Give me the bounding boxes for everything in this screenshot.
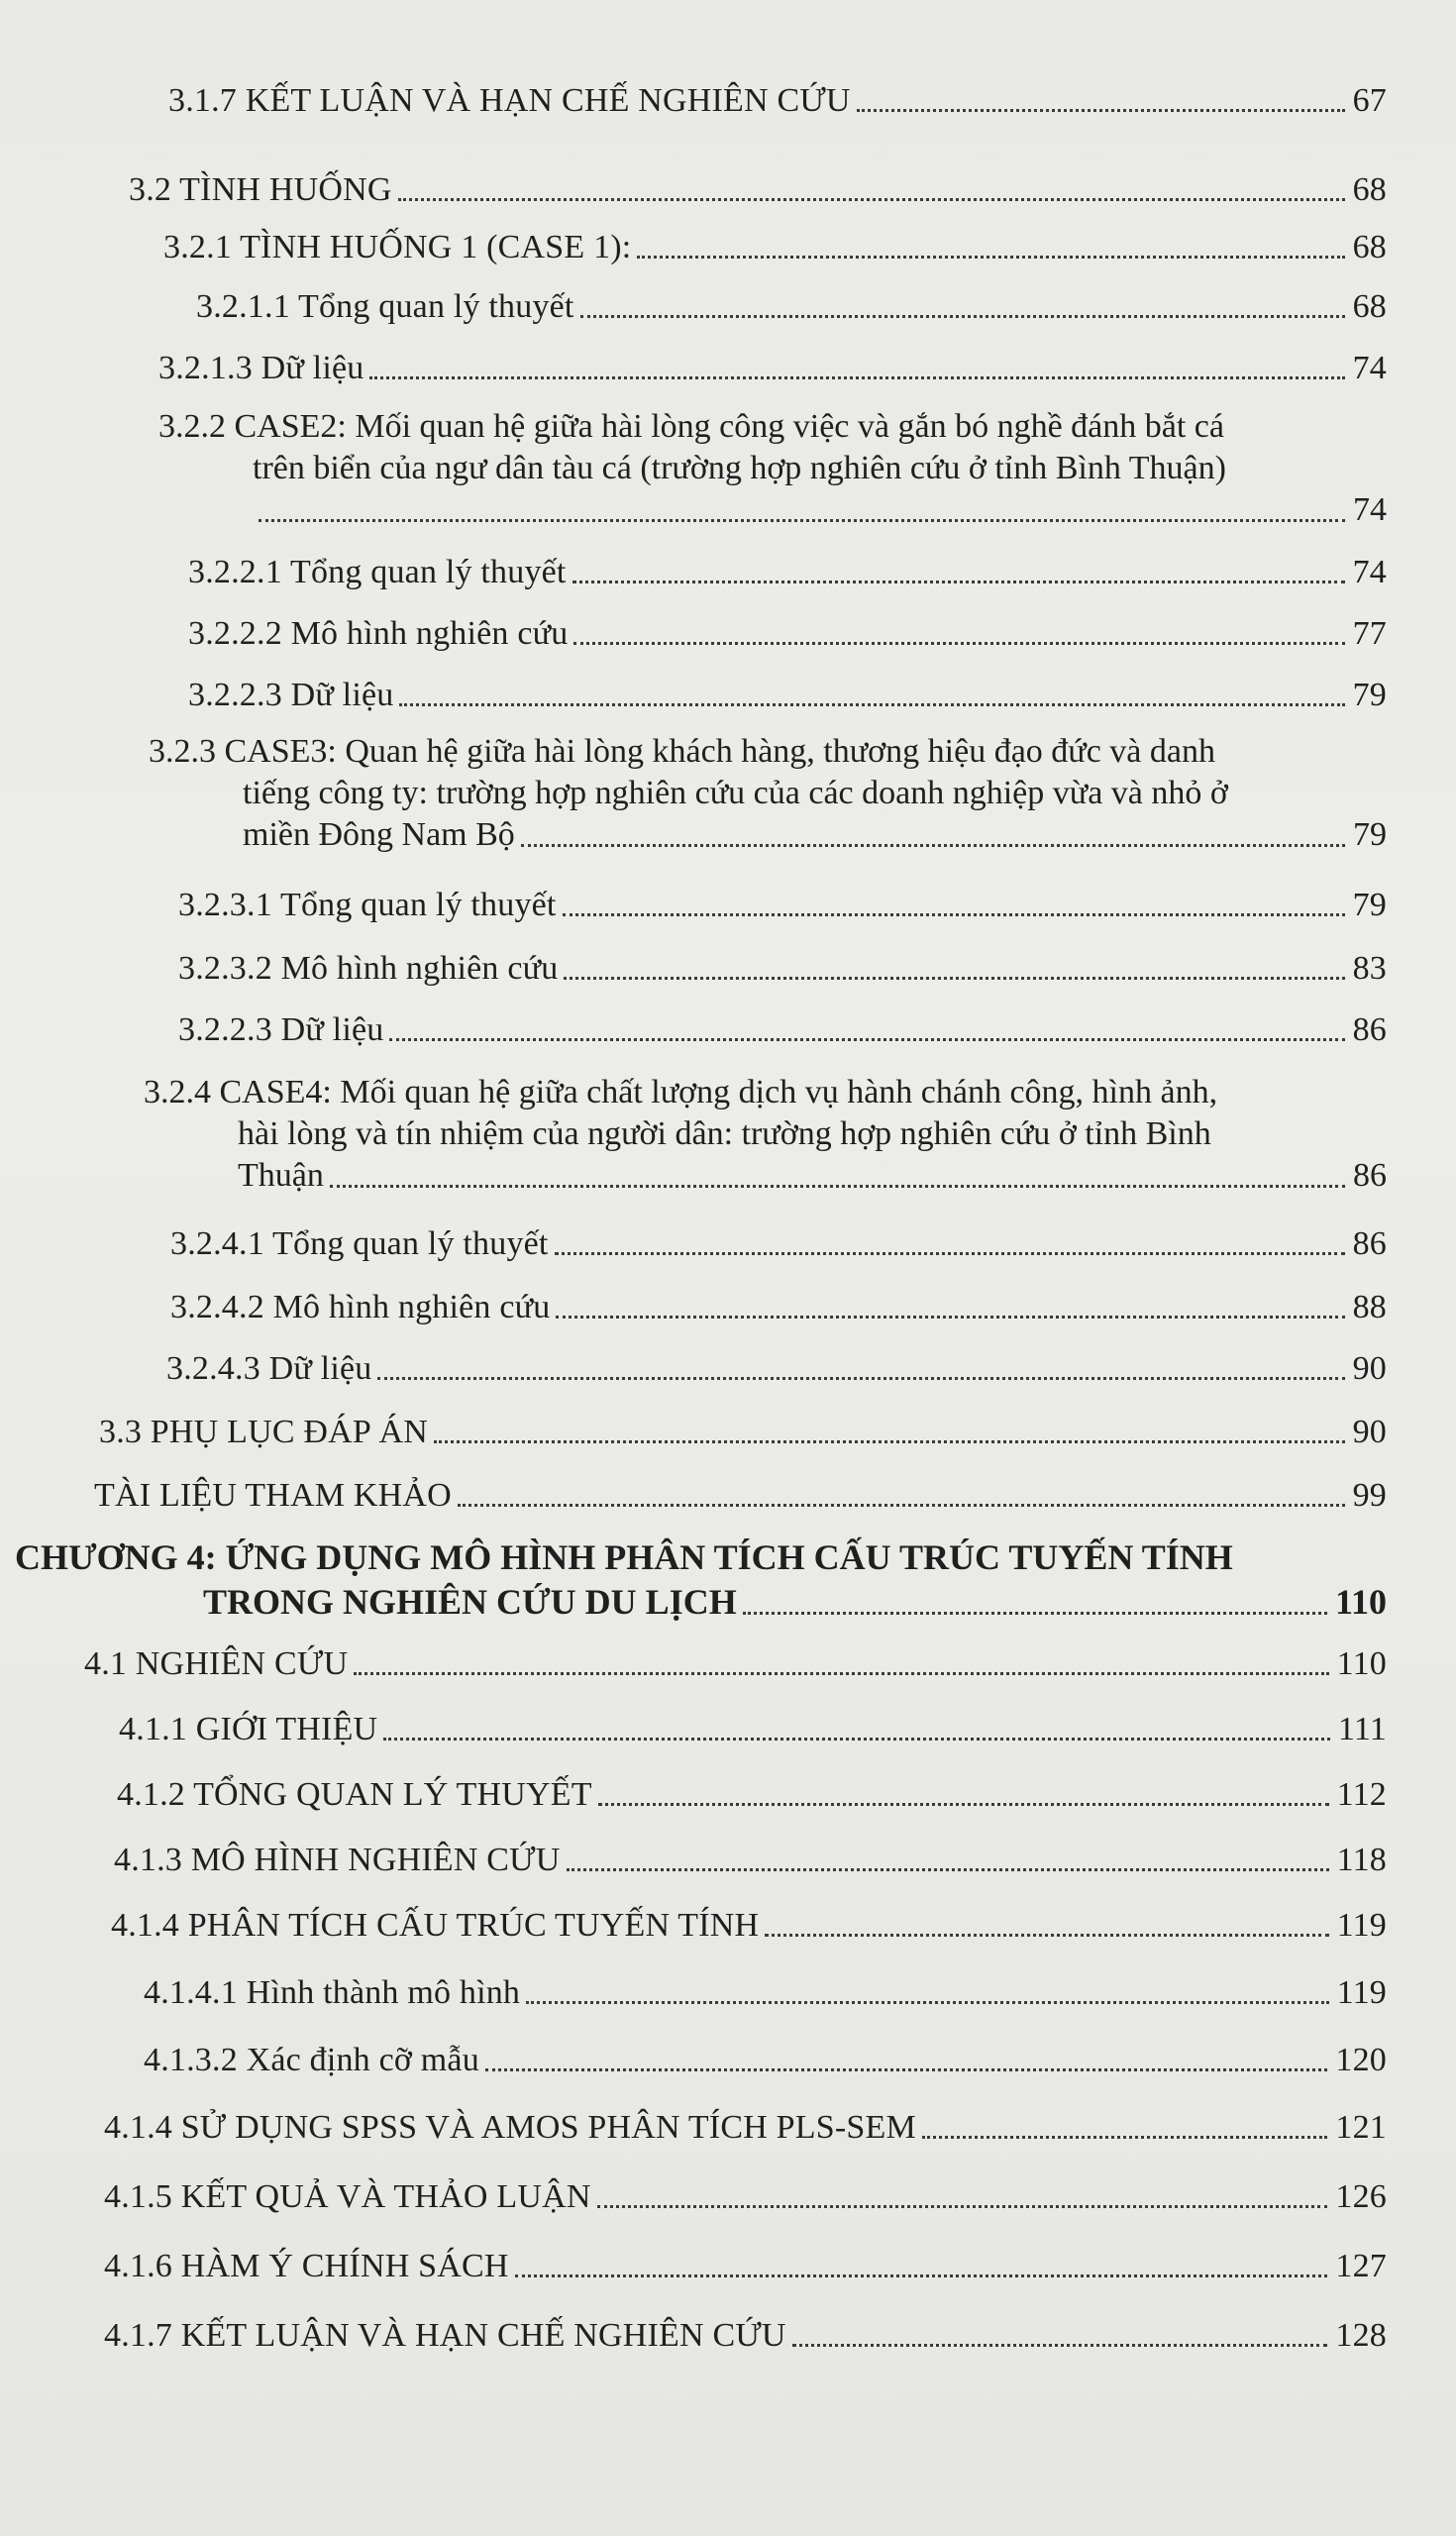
toc-entry-4-1-6	[104, 2247, 1387, 2286]
dot-leader	[389, 1038, 1344, 1041]
toc-entry-title: 3.2.2.3 Dữ liệu	[178, 1011, 384, 1048]
toc-entry-4-1-4	[111, 1906, 1387, 1946]
toc-entry-title: 3.2.4.1 Tổng quan lý thuyết	[170, 1225, 549, 1262]
dot-leader	[369, 376, 1344, 379]
toc-entry-title: 3.2.2.2 Mô hình nghiên cứu	[188, 615, 569, 652]
dot-leader	[259, 519, 1345, 522]
toc-entry-title: 3.2.3.1 Tổng quan lý thuyết	[178, 887, 557, 923]
toc-entry-page: 118	[1336, 1842, 1387, 1878]
toc-entry-page: 79	[1352, 677, 1387, 713]
toc-entry-page: 77	[1352, 615, 1387, 652]
toc-entry-3-2-1-1	[196, 287, 1387, 327]
toc-entry-4-1-3-2	[144, 2041, 1387, 2080]
toc-entry-title: 3.1.7 KẾT LUẬN VÀ HẠN CHẾ NGHIÊN CỨU	[168, 82, 851, 119]
dot-leader	[458, 1504, 1345, 1507]
toc-entry-page: 86	[1352, 1225, 1387, 1262]
toc-entry-title: 4.1.7 KẾT LUẬN VÀ HẠN CHẾ NGHIÊN CỨU	[104, 2317, 786, 2354]
toc-entry-line: CHƯƠNG 4: ỨNG DỤNG MÔ HÌNH PHÂN TÍCH CẤU TRÚC TUYẾN TÍNH	[15, 1537, 1233, 1577]
dot-leader	[765, 1934, 1328, 1937]
toc-entry-line: Thuận	[238, 1157, 324, 1195]
toc-entry-title: 3.2.3.2 Mô hình nghiên cứu	[178, 950, 559, 987]
dot-leader	[572, 581, 1345, 583]
dot-leader	[564, 977, 1344, 980]
toc-entry-line: trên biển của ngư dân tàu cá (trường hợp nghiên cứu ở tỉnh Bình Thuận)	[253, 450, 1226, 487]
toc-entry-3-2-4-3	[166, 1349, 1387, 1389]
toc-entry-page: 90	[1352, 1414, 1387, 1450]
dot-leader	[377, 1377, 1344, 1380]
toc-entry-3-2-2	[158, 406, 1387, 531]
toc-entry-page: 79	[1353, 816, 1387, 854]
toc-entry-line: 3.2.3 CASE3: Quan hệ giữa hài lòng khách hàng, thương hiệu đạo đức và danh	[149, 733, 1215, 770]
toc-entry-4-1-2	[117, 1775, 1387, 1815]
toc-entry-page: 120	[1335, 2042, 1387, 2078]
toc-entry-4-1-3	[114, 1841, 1387, 1880]
toc-entry-page: 90	[1352, 1350, 1387, 1387]
toc-entry-3-2-2-1	[188, 553, 1387, 592]
toc-entry-title: 4.1.6 HÀM Ý CHÍNH SÁCH	[104, 2248, 509, 2284]
toc-entry-page: 110	[1336, 1645, 1387, 1682]
toc-entry-4-1-1	[119, 1710, 1387, 1749]
toc-entry-references	[94, 1476, 1387, 1516]
dot-leader	[515, 2274, 1328, 2277]
toc-entry-3-2-2-3	[188, 676, 1387, 715]
dot-leader	[922, 2136, 1327, 2139]
toc-entry-page: 111	[1337, 1711, 1387, 1747]
toc-entry-3-1-7	[168, 81, 1387, 121]
toc-entry-title: 3.2.1 TÌNH HUỐNG 1 (CASE 1):	[163, 229, 632, 265]
toc-entry-page: 79	[1352, 887, 1387, 923]
toc-entry-3-2-1-3	[158, 349, 1387, 388]
dot-leader	[598, 1803, 1329, 1806]
toc-entry-title: 3.2 TÌNH HUỐNG	[129, 171, 392, 208]
toc-entry-chapter-4	[15, 1535, 1387, 1624]
toc-entry-line: tiếng công ty: trường hợp nghiên cứu của các doanh nghiệp vừa và nhỏ ở	[243, 775, 1228, 812]
toc-entry-last-line	[144, 1155, 1387, 1197]
toc-entry-4-1-7	[104, 2316, 1387, 2356]
dot-leader	[556, 1316, 1344, 1319]
toc-entry-page: 83	[1352, 950, 1387, 987]
dot-leader	[383, 1738, 1330, 1741]
toc-entry-line: miền Đông Nam Bộ	[243, 816, 515, 854]
toc-entry-3-2	[129, 170, 1387, 210]
dot-leader	[792, 2344, 1328, 2347]
dot-leader	[521, 844, 1345, 847]
toc-entry-title: 4.1.4.1 Hình thành mô hình	[144, 1974, 521, 2011]
toc-entry-title: 4.1.5 KẾT QUẢ VÀ THẢO LUẬN	[104, 2178, 591, 2215]
toc-entry-3-3	[99, 1413, 1387, 1452]
toc-entry-3-2-1	[163, 228, 1387, 267]
toc-entry-title: 3.2.1.3 Dữ liệu	[158, 350, 364, 386]
toc-entry-3-2-4-1	[170, 1224, 1387, 1264]
dot-leader	[597, 2205, 1328, 2208]
toc-entry-page: 86	[1352, 1011, 1387, 1048]
toc-entry-line: TRONG NGHIÊN CỨU DU LỊCH	[203, 1581, 737, 1622]
toc-entry-3-2-3	[149, 731, 1387, 856]
toc-entry-3-2-3-1	[178, 886, 1387, 925]
toc-entry-page: 74	[1352, 350, 1387, 386]
toc-entry-3-2-4	[144, 1072, 1387, 1197]
toc-entry-title: 4.1.4 PHÂN TÍCH CẤU TRÚC TUYẾN TÍNH	[111, 1907, 760, 1944]
toc-entry-page: 68	[1352, 229, 1387, 265]
toc-entry-title: 3.3 PHỤ LỤC ĐÁP ÁN	[99, 1414, 428, 1450]
dot-leader	[573, 642, 1344, 645]
toc-entry-line: 3.2.2 CASE2: Mối quan hệ giữa hài lòng công việc và gắn bó nghề đánh bắt cá	[158, 408, 1224, 445]
dot-leader	[434, 1440, 1345, 1443]
toc-entry-page: 67	[1352, 82, 1387, 119]
toc-entry-title: TÀI LIỆU THAM KHẢO	[94, 1477, 452, 1514]
toc-entry-3-2-4-2	[170, 1288, 1387, 1327]
toc-entry-page: 128	[1335, 2317, 1387, 2354]
toc-entry-page: 86	[1353, 1157, 1387, 1195]
dot-leader	[637, 256, 1344, 259]
toc-entry-page: 119	[1336, 1974, 1387, 2011]
dot-leader	[399, 703, 1344, 706]
dot-leader	[526, 2001, 1329, 2004]
dot-leader	[580, 315, 1345, 318]
toc-entry-last-line	[15, 1580, 1387, 1625]
toc-entry-title: 3.2.2.3 Dữ liệu	[188, 677, 394, 713]
toc-entry-page: 126	[1335, 2178, 1387, 2215]
dot-leader	[743, 1612, 1327, 1615]
toc-entry-title: 4.1.2 TỔNG QUAN LÝ THUYẾT	[117, 1776, 592, 1813]
toc-entry-title: 3.2.4.2 Mô hình nghiên cứu	[170, 1289, 551, 1325]
toc-entry-page: 127	[1335, 2248, 1387, 2284]
toc-entry-title: 4.1.3 MÔ HÌNH NGHIÊN CỨU	[114, 1842, 561, 1878]
dot-leader	[857, 109, 1345, 112]
toc-entry-title: 3.2.1.1 Tổng quan lý thuyết	[196, 288, 574, 325]
toc-entry-line: 3.2.4 CASE4: Mối quan hệ giữa chất lượng dịch vụ hành chánh công, hình ảnh,	[144, 1074, 1218, 1110]
toc-entry-title: 3.2.2.1 Tổng quan lý thuyết	[188, 554, 567, 590]
toc-entry-line: hài lòng và tín nhiệm của người dân: trường hợp nghiên cứu ở tỉnh Bình	[238, 1115, 1211, 1153]
dot-leader	[485, 2068, 1328, 2071]
toc-entry-last-line	[149, 814, 1387, 856]
toc-entry-page: 68	[1352, 171, 1387, 208]
toc-entry-4-1	[84, 1644, 1387, 1684]
toc-entry-page: 74	[1353, 491, 1387, 529]
toc-entry-title: 4.1.1 GIỚI THIỆU	[119, 1711, 378, 1747]
toc-entry-3-2-2-2	[188, 614, 1387, 654]
dot-leader	[330, 1185, 1345, 1188]
toc-entry-page: 110	[1334, 1581, 1387, 1622]
toc-entry-page: 74	[1352, 554, 1387, 590]
toc-entry-4-1-4-1	[144, 1973, 1387, 2013]
dot-leader	[555, 1252, 1345, 1255]
toc-entry-3-2-3-2	[178, 949, 1387, 989]
toc-entry-page: 88	[1352, 1289, 1387, 1325]
toc-entry-page: 68	[1352, 288, 1387, 325]
dot-leader	[354, 1672, 1328, 1675]
toc-entry-title: 4.1 NGHIÊN CỨU	[84, 1645, 349, 1682]
toc-entry-title: 4.1.3.2 Xác định cỡ mẫu	[144, 2042, 479, 2078]
toc-entry-3-2-2-3b	[178, 1010, 1387, 1050]
dot-leader	[398, 198, 1345, 201]
toc-entry-title: 4.1.4 SỬ DỤNG SPSS VÀ AMOS PHÂN TÍCH PLS-SEM	[104, 2109, 916, 2146]
toc-entry-page: 121	[1335, 2109, 1387, 2146]
toc-entry-last-line	[158, 489, 1387, 531]
dot-leader	[567, 1868, 1329, 1871]
toc-entry-title: 3.2.4.3 Dữ liệu	[166, 1350, 372, 1387]
toc-entry-page: 119	[1336, 1907, 1387, 1944]
toc-entry-page: 112	[1336, 1776, 1387, 1813]
toc-entry-4-1-4b	[104, 2108, 1387, 2148]
toc-entry-page: 99	[1352, 1477, 1387, 1514]
toc-entry-4-1-5	[104, 2177, 1387, 2217]
dot-leader	[563, 913, 1345, 916]
